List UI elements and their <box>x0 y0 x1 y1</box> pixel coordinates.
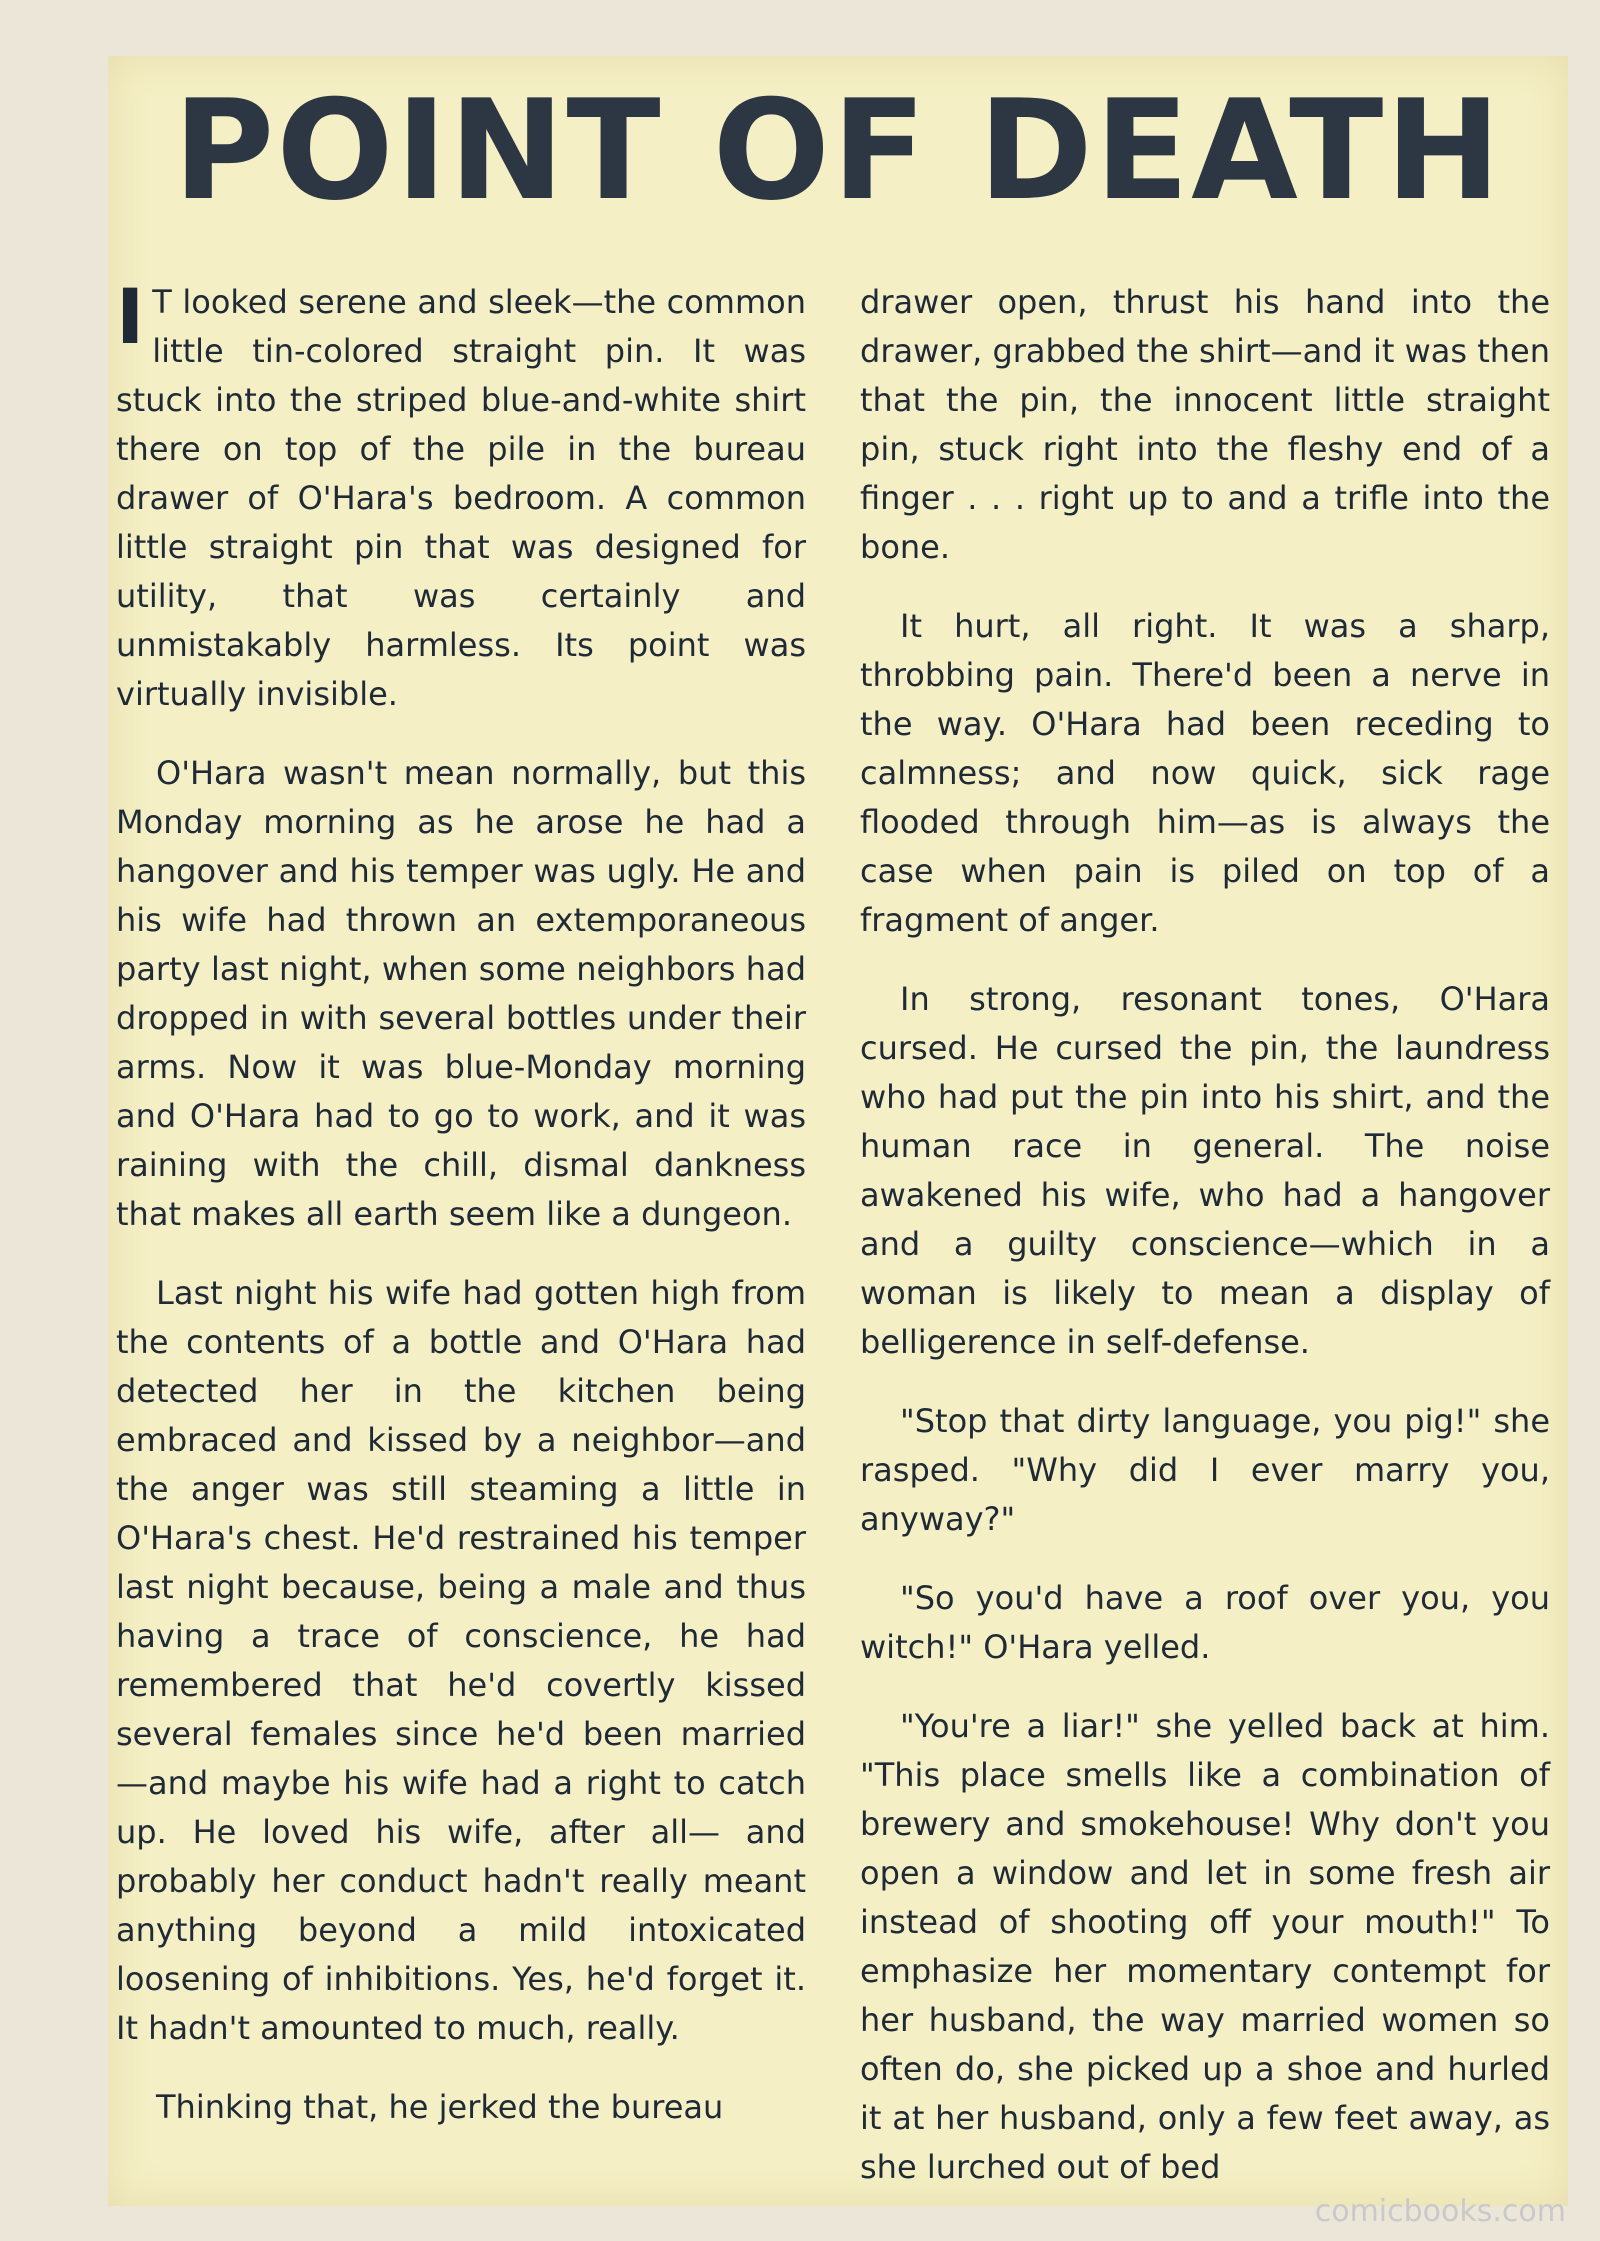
paragraph: Last night his wife had gotten high from the contents of a bottle and O'Hara had detected her in the kitchen being embraced and kissed by a neighbor—and the anger was still steaming a little in O'Hara's chest. He'd restrained his temper last night because, being a male and thus having a trace of conscience, he had remembered that he'd covertly kissed several females since he'd been married —and maybe his wife had a right to catch up. He loved his wife, after all— and probably her conduct hadn't really meant anything beyond a mild intoxicated loosening of inhibitions. Yes, he'd forget it. It hadn't amounted to much, really. <box>116 1274 806 2047</box>
paragraph <box>116 272 806 719</box>
paragraph: It hurt, all right. It was a sharp, throbbing pain. There'd been a nerve in the way. O'Hara had been receding to calmness; and now quick, sick rage flooded through him—as is always the case when pain is piled on top of a fragment of anger. <box>860 607 1550 939</box>
paragraph: O'Hara wasn't mean normally, but this Monday morning as he arose he had a hangover and his temper was ugly. He and his wife had thrown an extemporaneous party last night, when some neighbors had dropped in with several bottles under their arms. Now it was blue-Monday morning and O'Hara had to go to work, and it was raining with the chill, dismal dankness that makes all earth seem like a dungeon. <box>116 754 806 1233</box>
paragraph: "So you'd have a roof over you, you witch!" O'Hara yelled. <box>860 1579 1550 1666</box>
story-page <box>108 56 1568 2206</box>
drop-cap: I <box>116 272 145 361</box>
paragraph: Thinking that, he jerked the bureau <box>156 2088 724 2126</box>
watermark-text: comicbooks.com <box>1314 2194 1566 2229</box>
paragraph: "Stop that dirty language, you pig!" she rasped. "Why did I ever marry you, anyway?" <box>860 1402 1550 1538</box>
story-title: POINT OF DEATH <box>173 70 1503 231</box>
paragraph: drawer open, thrust his hand into the drawer, grabbed the shirt—and it was then that the pin, the innocent little straight pin, stuck right into the fleshy end of a finger . . . right up to and a trifle into the bone. <box>860 283 1550 566</box>
paragraph-text: T looked serene and sleek—the common little tin-colored straight pin. It was stuck into the striped blue-and-white shirt there on top of the pile in the bureau drawer of O'Hara's bedroom. A common little straight pin that was designed for utility, that was certainly and unmistakably harmless. Its point was virtually invisible. <box>116 283 806 713</box>
paragraph: "You're a liar!" she yelled back at him. "This place smells like a combination of brewery and smokehouse! Why don't you open a window and let in some fresh air instead of shooting off your mouth!" To emphasize her momentary contempt for her husband, the way married women so often do, she picked up a shoe and hurled it at her husband, only a few feet away, as she lurched out of bed <box>860 1707 1550 2186</box>
paragraph: In strong, resonant tones, O'Hara cursed. He cursed the pin, the laundress who had put the pin into his shirt, and the human race in general. The noise awakened his wife, who had a hangover and a guilty conscience—which in a woman is likely to mean a display of belligerence in self-defense. <box>860 980 1550 1361</box>
left-column <box>116 272 806 2162</box>
right-column <box>860 278 1550 2222</box>
